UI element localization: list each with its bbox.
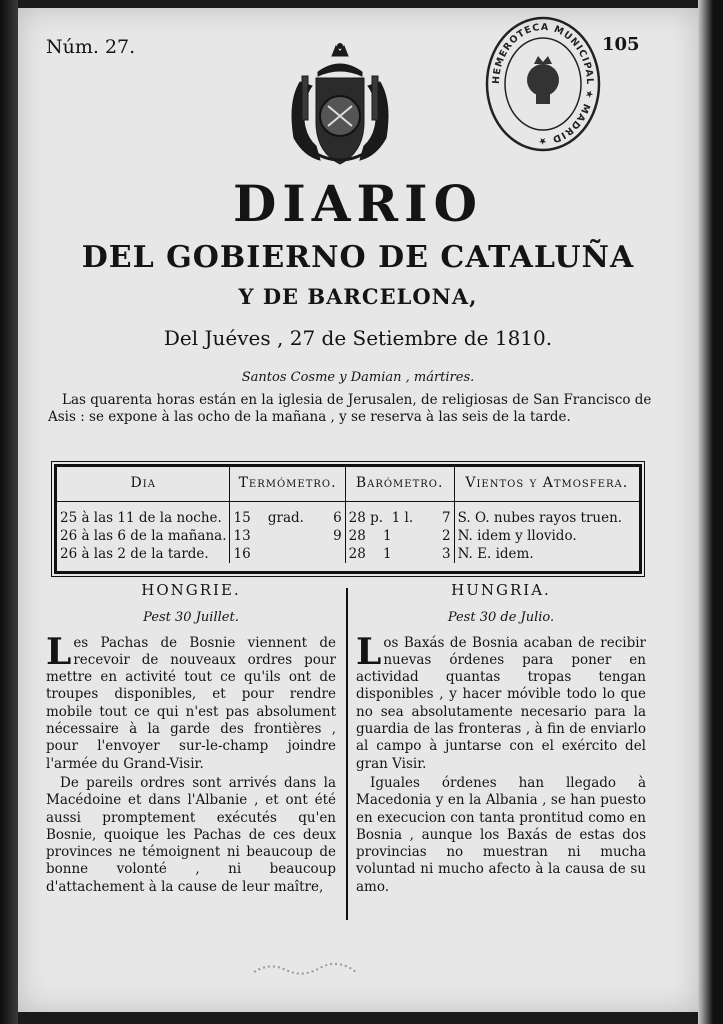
term-unit: grad. [267, 510, 304, 526]
cell-barometro [345, 502, 454, 528]
article-paragraph [356, 630, 646, 773]
masthead-subtitle: DEL GOBIERNO DE CATALUÑA [81, 240, 635, 275]
ink-smudge [250, 958, 360, 982]
header-dia: Dia [57, 467, 230, 502]
masthead-title: DIARIO [232, 174, 484, 233]
baro-frac: 2 [442, 528, 451, 544]
cell-barometro [345, 545, 454, 563]
church-notice: Las quarenta horas están en la iglesia de Jerusalen, de religiosas de San Francisco de Asis : se expone à las ocho de la mañana , y se reserva à las seis de la tarde. [48, 392, 652, 425]
paragraph-text: es Pachas de Bosnie viennent de recevoir de nouveaux ordres pour mettre en activité tout ce qu'ils ont de troupes disponibles, et pour rendre mobile tout ce qui n'est pas absolument nécessaire à la garde des frontières , pour l'envoyer sur-le-champ joindre l'armée du Grand-Visir. [46, 634, 336, 772]
baro-lines: 1 l. [391, 510, 414, 526]
cell-termometro [230, 502, 345, 528]
baro-in: 28 [348, 528, 366, 544]
column-divider [346, 588, 348, 920]
article-paragraph: Iguales órdenes han llegado à Macedonia y en la Albania , se han puesto en execucion con tanta prontitud como en Bosnia , aunque los Baxás de estas dos provincias no muestran ni mucha voluntad ni mucho afecto à la causa de su amo. [356, 774, 646, 895]
royal-coat-of-arms-icon [280, 42, 400, 170]
issue-date: Del Juéves , 27 de Setiembre de 1810. [163, 326, 553, 350]
cell-termometro [230, 527, 345, 545]
page-number: 105 [602, 34, 640, 55]
article-french [46, 582, 336, 896]
svg-text:HEMEROTECA MUNICIPAL ★ MADRID: HEMEROTECA MUNICIPAL ★ MADRID ★ [490, 21, 596, 147]
cell-dia: 26 à las 6 de la mañana. [60, 528, 227, 544]
cell-vientos: N. idem y llovido. [454, 527, 639, 545]
baro-in: 28 [348, 546, 366, 562]
header-barometro: Barómetro. [345, 467, 454, 502]
drop-cap: L [46, 630, 72, 673]
weather-table-header [57, 467, 639, 502]
article-heading: HUNGRIA. [451, 581, 551, 599]
term-value: 13 [233, 528, 251, 544]
header-vientos: Vientos y Atmosfera. [454, 467, 639, 502]
newspaper-page [18, 8, 698, 1012]
baro-frac: 7 [442, 510, 451, 526]
baro-lines: 1 [383, 528, 392, 544]
cell-barometro [345, 527, 454, 545]
article-paragraph: De pareils ordres sont arrivés dans la Macédoine et dans l'Albanie , et ont été aussi promptement exécutés qu'en Bosnie, quoique les Pachas de ces deux provinces ne témoignent ni beaucoup de bonne volonté , ni beaucoup d'attachement à la cause de leur maître, [46, 774, 336, 895]
page-edge [698, 0, 723, 1024]
library-stamp-icon [484, 14, 602, 154]
term-value: 16 [233, 546, 251, 562]
cell-vientos: S. O. nubes rayos truen. [454, 502, 639, 528]
article-dateline: Pest 30 de Julio. [447, 610, 555, 626]
issue-number: Núm. 27. [46, 36, 136, 58]
term-frac: 9 [333, 528, 342, 544]
cell-dia: 26 à las 2 de la tarde. [60, 546, 209, 562]
paragraph-text: os Baxás de Bosnia acaban de recibir nuevas órdenes para poner en actividad quantas tropas tengan disponibles , y hacer móvible todo lo que no sea absolutamente necesario para la guardia de las fronteras , à fin de enviarlo al campo à juntarse con el exército del gran Visir. [356, 634, 646, 772]
term-frac: 6 [333, 510, 342, 526]
cell-termometro [230, 545, 345, 563]
baro-in: 28 p. [348, 510, 384, 526]
baro-frac: 3 [442, 546, 451, 562]
term-value: 15 [233, 510, 251, 526]
masthead-subtitle-city: Y DE BARCELONA, [238, 284, 478, 309]
header-termometro: Termómetro. [230, 467, 345, 502]
table-row [57, 527, 639, 545]
drop-cap: L [356, 630, 382, 673]
article-spanish [356, 582, 646, 896]
book-spine [0, 0, 18, 1024]
table-row [57, 545, 639, 563]
article-heading: HONGRIE. [141, 581, 241, 599]
weather-table [54, 464, 642, 574]
cell-dia: 25 à las 11 de la noche. [60, 510, 222, 526]
cell-vientos: N. E. idem. [454, 545, 639, 563]
article-dateline: Pest 30 Juillet. [143, 610, 239, 626]
saints-of-day: Santos Cosme y Damian , mártires. [241, 370, 475, 385]
article-paragraph [46, 630, 336, 773]
baro-lines: 1 [383, 546, 392, 562]
table-row [57, 502, 639, 528]
